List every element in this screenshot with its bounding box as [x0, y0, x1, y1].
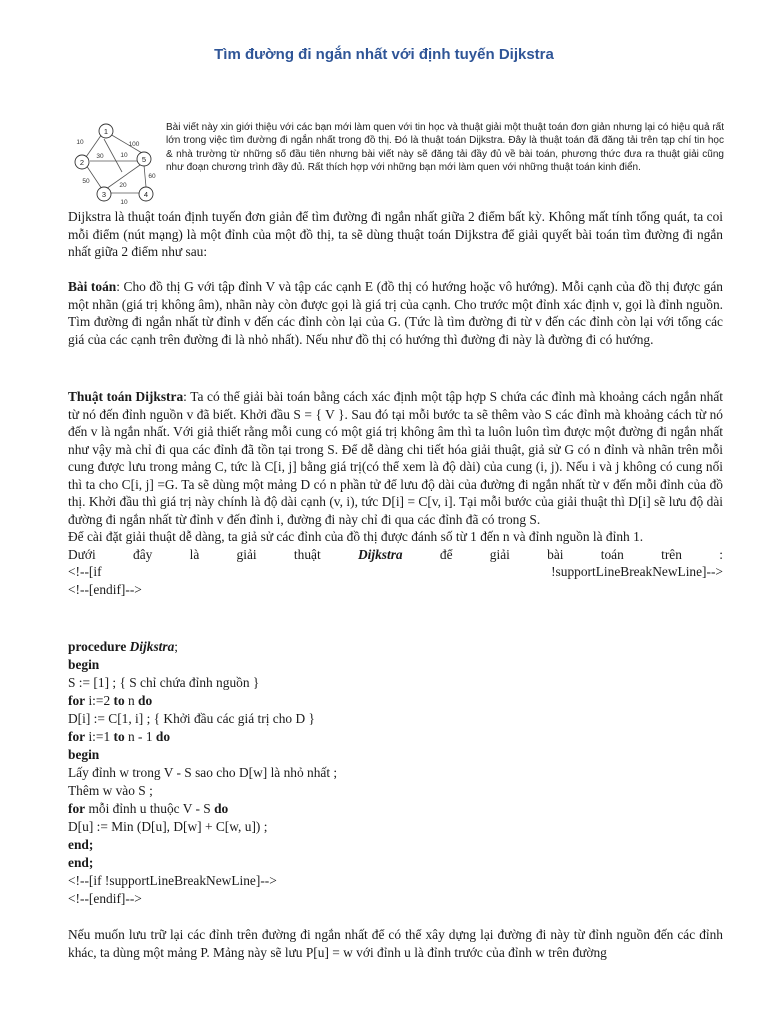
word: trên [661, 546, 682, 562]
word: giải [236, 546, 257, 562]
word: đây [133, 546, 153, 562]
graph-diagram [64, 117, 160, 209]
edge-label: 20 [119, 182, 127, 189]
node-label: 4 [143, 190, 149, 199]
edge-label: 10 [120, 199, 128, 206]
algorithm-intro-line [68, 546, 723, 564]
code-line: begin [68, 747, 100, 762]
conditional-comment-line [68, 563, 723, 581]
code-line: for i:=1 to n - 1 do [68, 729, 171, 744]
problem-text: : Cho đồ thị G với tập đỉnh V và tập các cạnh E (đồ thị có hướng hoặc vô hướng). Mỗi cạnh của đồ thị được gán một nhãn (giá trị không âm), nhãn này còn được gọi là giá trị của cạnh. Cho trước một đỉnh xác định v, gọi là đỉnh nguồn. Tìm đường đi ngắn nhất từ đỉnh v đến các đỉnh còn lại của G. (Tức là tìm đường đi từ v đến các đỉnh còn lại với tổng các giá của các cạnh trên đường đi là nhỏ nhất). Nếu như đồ thị có hướng thì đường đi này là đường đi có hướng. [68, 279, 723, 347]
code-line: end; [68, 837, 94, 852]
edge-label: 100 [128, 141, 140, 148]
paragraph-algorithm [68, 388, 723, 598]
edge-label: 60 [148, 173, 156, 180]
word: toán [600, 546, 624, 562]
edge-label: 30 [96, 153, 104, 160]
node-label: 5 [141, 155, 147, 164]
problem-label: Bài toán [68, 279, 117, 294]
word: để [439, 546, 453, 562]
word: thuật [293, 546, 321, 562]
page-title: Tìm đường đi ngắn nhất với định tuyến Dijkstra [214, 46, 554, 63]
node-label: 3 [101, 190, 107, 199]
paragraph-path-storage: Nếu muốn lưu trữ lại các đỉnh trên đường đi ngắn nhất để có thể xây dựng lại đường đi này từ đỉnh nguồn đến các đỉnh khác, ta dùng một mảng P. Mảng này sẽ lưu P[u] = w với đỉnh u là đỉnh trước của đỉnh w trên đường [68, 927, 723, 960]
intro-paragraph: Bài viết này xin giới thiệu với các bạn mới làm quen với tin học và thuật giải một thuật toán đơn giản nhưng lại có hiệu quả rất lớn trong việc tìm đường đi ngắn nhất trong đồ thị. Đó là thuật toán Dijkstra. Đây là thuật toán đã đăng tải trên tạp chí tin học & nhà trường từ những số đầu tiên nhưng bài viết này sẽ đăng tải đầy đủ về bài toán, phương thức đưa ra thuật giải cũng như đoạn chương trình đầy đủ. Rất thích hợp với những bạn mới làm quen với những thuật toán kinh điển. [166, 122, 724, 174]
code-line: <!--[if !supportLineBreakNewLine]--> [68, 873, 277, 888]
endif-comment: <!--[endif]--> [68, 581, 142, 597]
algorithm-label: Thuật toán Dijkstra [68, 389, 184, 404]
algorithm-text: : Ta có thể giải bài toán bằng cách xác định một tập hợp S chứa các đỉnh mà khoảng cách ngắn nhất từ nó đến đỉnh nguồn v đã biết. Khởi đầu S = { V }. Sau đó tại mỗi bước ta sẽ thêm vào S các đỉnh mà khoảng cách từ nó đến v là ngắn nhất. Với giả thiết rằng mỗi cung có một giá trị không âm thì ta luôn luôn tìm được một đường đi ngắn nhất như vậy mà chỉ đi qua các đỉnh đã tồn tại trong S. Để dễ dàng chi tiết hóa giải thuật, giả sử G có n đỉnh và nhãn trên mỗi cung được lưu trong mảng C, tức là C[i, j] bằng giá trị(có thể xem là độ dài) của cung (i, j). Nếu i và j không có cung nối thì ta cho C[i, j] =G. Ta sẽ dùng một mảng D có n phần tử để lưu độ dài của đường đi ngắn nhất từ v đến mỗi đỉnh của đồ thị. Khởi đầu thì giá trị này chính là độ dài cạnh (v, i), tức D[i] = C[v, i]. Tại mỗi bước của giải thuật thì D[i] sẽ lưu độ dài đường đi ngắn nhất từ đỉnh v đến đỉnh i, đường đi này chỉ đi qua các đỉnh đã có trong S. [68, 389, 723, 527]
code-line: D[i] := C[1, i] ; { Khởi đầu các giá trị cho D } [68, 711, 315, 726]
code-line: D[u] := Min (D[u], D[w] + C[w, u]) ; [68, 819, 268, 834]
node-label: 1 [103, 127, 109, 136]
word: Dưới [68, 546, 96, 562]
code-line: Lấy đỉnh w trong V - S sao cho D[w] là nhỏ nhất ; [68, 765, 338, 780]
edge-label: 10 [120, 152, 128, 159]
edge-label: 10 [76, 139, 84, 146]
algorithm-setup-line: Để cài đặt giải thuật dễ dàng, ta giả sử các đỉnh của đồ thị được đánh số từ 1 đến n và đỉnh nguồn là đỉnh 1. [68, 529, 644, 544]
code-line: <!--[endif]--> [68, 891, 142, 906]
node-label: 2 [79, 158, 85, 167]
paragraph-problem [68, 278, 723, 348]
code-line: for mỗi đỉnh u thuộc V - S do [68, 801, 229, 816]
code-line: Thêm w vào S ; [68, 783, 153, 798]
edge-1-4 [104, 139, 122, 172]
paragraph-definition: Dijkstra là thuật toán định tuyến đơn giản để tìm đường đi ngắn nhất giữa 2 điểm bất kỳ. Không mất tính tổng quát, ta coi mỗi điểm (nút mạng) là một đỉnh của một đồ thị, ta sẽ dùng thuật toán Dijkstra để giải quyết bài toán tìm đường đi ngắn nhất giữa 2 điểm như sau: [68, 209, 723, 259]
word: : [719, 546, 723, 562]
code-line: procedure Dijkstra; [68, 639, 179, 654]
word: bài [547, 546, 564, 562]
conditional-comment-start: <!--[if [68, 564, 102, 579]
code-line: end; [68, 855, 94, 870]
code-line: S := [1] ; { S chỉ chứa đỉnh nguồn } [68, 675, 260, 690]
word: là [189, 546, 200, 562]
algorithm-name: Dijkstra [357, 546, 403, 562]
edge-2-3 [86, 165, 102, 189]
code-line: begin [68, 657, 100, 672]
edge-5-4 [144, 165, 146, 187]
conditional-comment-end: !supportLineBreakNewLine]--> [551, 564, 723, 579]
edge-label: 50 [82, 178, 90, 185]
word: giải [489, 546, 510, 562]
code-line: for i:=2 to n do [68, 693, 153, 708]
